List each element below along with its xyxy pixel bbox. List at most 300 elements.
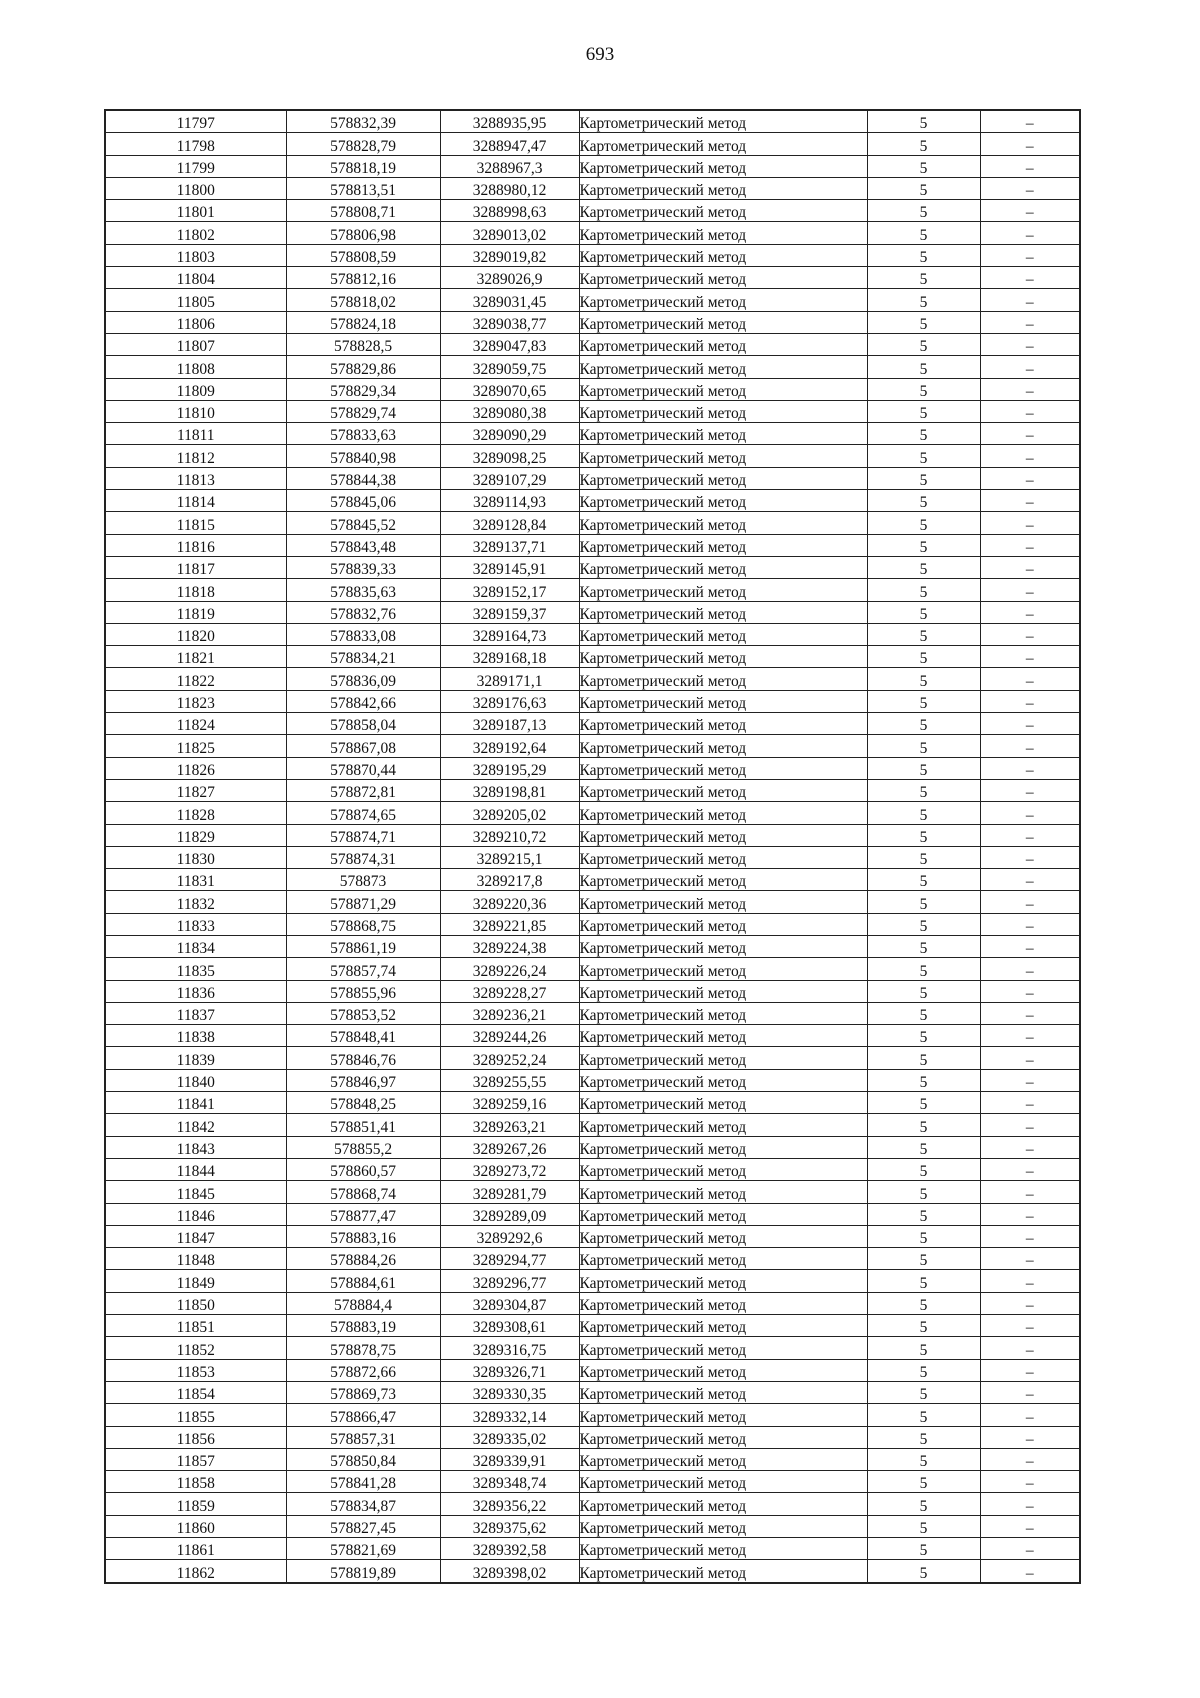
- note-cell: –: [980, 690, 1080, 712]
- point-number-cell: 11825: [105, 735, 286, 757]
- table-row: [105, 177, 1080, 199]
- x-coordinate-cell: 578836,09: [286, 668, 440, 690]
- x-coordinate-cell: 578855,2: [286, 1136, 440, 1158]
- y-coordinate-cell: 3288967,3: [440, 155, 579, 177]
- note-cell: –: [980, 779, 1080, 801]
- point-number-cell: 11838: [105, 1025, 286, 1047]
- y-coordinate-cell: 3289171,1: [440, 668, 579, 690]
- note-cell: –: [980, 1136, 1080, 1158]
- x-coordinate-cell: 578841,28: [286, 1471, 440, 1493]
- x-coordinate-cell: 578850,84: [286, 1448, 440, 1470]
- method-cell: Картометрический метод: [579, 267, 867, 289]
- method-cell: Картометрический метод: [579, 579, 867, 601]
- accuracy-cell: 5: [867, 824, 980, 846]
- point-number-cell: 11807: [105, 333, 286, 355]
- accuracy-cell: 5: [867, 1515, 980, 1537]
- note-cell: –: [980, 1047, 1080, 1069]
- table-row: [105, 713, 1080, 735]
- y-coordinate-cell: 3289164,73: [440, 623, 579, 645]
- accuracy-cell: 5: [867, 735, 980, 757]
- x-coordinate-cell: 578873: [286, 869, 440, 891]
- y-coordinate-cell: 3289080,38: [440, 400, 579, 422]
- point-number-cell: 11833: [105, 913, 286, 935]
- y-coordinate-cell: 3289019,82: [440, 244, 579, 266]
- table-row: [105, 668, 1080, 690]
- x-coordinate-cell: 578806,98: [286, 222, 440, 244]
- x-coordinate-cell: 578846,97: [286, 1069, 440, 1091]
- note-cell: –: [980, 1515, 1080, 1537]
- note-cell: –: [980, 333, 1080, 355]
- point-number-cell: 11847: [105, 1225, 286, 1247]
- table-row: [105, 958, 1080, 980]
- note-cell: –: [980, 1114, 1080, 1136]
- note-cell: –: [980, 289, 1080, 311]
- table-row: [105, 846, 1080, 868]
- method-cell: Картометрический метод: [579, 869, 867, 891]
- y-coordinate-cell: 3289137,71: [440, 534, 579, 556]
- table-row: [105, 556, 1080, 578]
- method-cell: Картометрический метод: [579, 1270, 867, 1292]
- method-cell: Картометрический метод: [579, 757, 867, 779]
- y-coordinate-cell: 3289263,21: [440, 1114, 579, 1136]
- note-cell: –: [980, 980, 1080, 1002]
- x-coordinate-cell: 578848,41: [286, 1025, 440, 1047]
- note-cell: –: [980, 445, 1080, 467]
- x-coordinate-cell: 578883,16: [286, 1225, 440, 1247]
- table-row: [105, 1025, 1080, 1047]
- accuracy-cell: 5: [867, 200, 980, 222]
- y-coordinate-cell: 3288947,47: [440, 133, 579, 155]
- coordinates-table: [104, 109, 1081, 1584]
- table-row: [105, 1493, 1080, 1515]
- y-coordinate-cell: 3289031,45: [440, 289, 579, 311]
- x-coordinate-cell: 578832,76: [286, 601, 440, 623]
- method-cell: Картометрический метод: [579, 177, 867, 199]
- method-cell: Картометрический метод: [579, 534, 867, 556]
- point-number-cell: 11848: [105, 1248, 286, 1270]
- y-coordinate-cell: 3289259,16: [440, 1092, 579, 1114]
- note-cell: –: [980, 1404, 1080, 1426]
- table-row: [105, 445, 1080, 467]
- y-coordinate-cell: 3289308,61: [440, 1315, 579, 1337]
- x-coordinate-cell: 578819,89: [286, 1560, 440, 1583]
- method-cell: Картометрический метод: [579, 690, 867, 712]
- method-cell: Картометрический метод: [579, 490, 867, 512]
- point-number-cell: 11839: [105, 1047, 286, 1069]
- y-coordinate-cell: 3289226,24: [440, 958, 579, 980]
- table-row: [105, 891, 1080, 913]
- method-cell: Картометрический метод: [579, 1092, 867, 1114]
- y-coordinate-cell: 3289289,09: [440, 1203, 579, 1225]
- x-coordinate-cell: 578874,65: [286, 802, 440, 824]
- method-cell: Картометрический метод: [579, 423, 867, 445]
- note-cell: –: [980, 155, 1080, 177]
- table-row: [105, 467, 1080, 489]
- table-row: [105, 1248, 1080, 1270]
- method-cell: Картометрический метод: [579, 1158, 867, 1180]
- note-cell: –: [980, 311, 1080, 333]
- point-number-cell: 11855: [105, 1404, 286, 1426]
- point-number-cell: 11813: [105, 467, 286, 489]
- x-coordinate-cell: 578842,66: [286, 690, 440, 712]
- point-number-cell: 11822: [105, 668, 286, 690]
- accuracy-cell: 5: [867, 445, 980, 467]
- y-coordinate-cell: 3289098,25: [440, 445, 579, 467]
- y-coordinate-cell: 3289236,21: [440, 1002, 579, 1024]
- x-coordinate-cell: 578828,5: [286, 333, 440, 355]
- x-coordinate-cell: 578855,96: [286, 980, 440, 1002]
- table-row: [105, 980, 1080, 1002]
- accuracy-cell: 5: [867, 1270, 980, 1292]
- y-coordinate-cell: 3288998,63: [440, 200, 579, 222]
- note-cell: –: [980, 824, 1080, 846]
- note-cell: –: [980, 490, 1080, 512]
- note-cell: –: [980, 467, 1080, 489]
- accuracy-cell: 5: [867, 356, 980, 378]
- accuracy-cell: 5: [867, 177, 980, 199]
- y-coordinate-cell: 3289244,26: [440, 1025, 579, 1047]
- note-cell: –: [980, 1158, 1080, 1180]
- point-number-cell: 11799: [105, 155, 286, 177]
- y-coordinate-cell: 3289375,62: [440, 1515, 579, 1537]
- table-row: [105, 601, 1080, 623]
- table-row: [105, 311, 1080, 333]
- note-cell: –: [980, 869, 1080, 891]
- accuracy-cell: 5: [867, 1114, 980, 1136]
- x-coordinate-cell: 578834,21: [286, 646, 440, 668]
- point-number-cell: 11857: [105, 1448, 286, 1470]
- point-number-cell: 11816: [105, 534, 286, 556]
- method-cell: Картометрический метод: [579, 1136, 867, 1158]
- x-coordinate-cell: 578848,25: [286, 1092, 440, 1114]
- x-coordinate-cell: 578813,51: [286, 177, 440, 199]
- x-coordinate-cell: 578861,19: [286, 935, 440, 957]
- table-body: [105, 110, 1080, 1583]
- accuracy-cell: 5: [867, 913, 980, 935]
- point-number-cell: 11803: [105, 244, 286, 266]
- x-coordinate-cell: 578853,52: [286, 1002, 440, 1024]
- point-number-cell: 11830: [105, 846, 286, 868]
- accuracy-cell: 5: [867, 1538, 980, 1560]
- note-cell: –: [980, 400, 1080, 422]
- accuracy-cell: 5: [867, 757, 980, 779]
- method-cell: Картометрический метод: [579, 1448, 867, 1470]
- table-row: [105, 1560, 1080, 1583]
- x-coordinate-cell: 578883,19: [286, 1315, 440, 1337]
- y-coordinate-cell: 3289047,83: [440, 333, 579, 355]
- y-coordinate-cell: 3289267,26: [440, 1136, 579, 1158]
- method-cell: Картометрический метод: [579, 356, 867, 378]
- table-row: [105, 1426, 1080, 1448]
- accuracy-cell: 5: [867, 1493, 980, 1515]
- point-number-cell: 11797: [105, 110, 286, 133]
- method-cell: Картометрический метод: [579, 155, 867, 177]
- method-cell: Картометрический метод: [579, 623, 867, 645]
- table-row: [105, 1292, 1080, 1314]
- method-cell: Картометрический метод: [579, 1560, 867, 1583]
- note-cell: –: [980, 1471, 1080, 1493]
- x-coordinate-cell: 578808,59: [286, 244, 440, 266]
- accuracy-cell: 5: [867, 646, 980, 668]
- method-cell: Картометрический метод: [579, 244, 867, 266]
- accuracy-cell: 5: [867, 1092, 980, 1114]
- note-cell: –: [980, 110, 1080, 133]
- table-row: [105, 512, 1080, 534]
- x-coordinate-cell: 578871,29: [286, 891, 440, 913]
- table-row: [105, 200, 1080, 222]
- point-number-cell: 11818: [105, 579, 286, 601]
- accuracy-cell: 5: [867, 423, 980, 445]
- point-number-cell: 11819: [105, 601, 286, 623]
- y-coordinate-cell: 3289273,72: [440, 1158, 579, 1180]
- point-number-cell: 11802: [105, 222, 286, 244]
- accuracy-cell: 5: [867, 601, 980, 623]
- method-cell: Картометрический метод: [579, 1493, 867, 1515]
- method-cell: Картометрический метод: [579, 467, 867, 489]
- accuracy-cell: 5: [867, 1047, 980, 1069]
- accuracy-cell: 5: [867, 289, 980, 311]
- accuracy-cell: 5: [867, 668, 980, 690]
- note-cell: –: [980, 958, 1080, 980]
- point-number-cell: 11861: [105, 1538, 286, 1560]
- note-cell: –: [980, 222, 1080, 244]
- x-coordinate-cell: 578845,52: [286, 512, 440, 534]
- x-coordinate-cell: 578828,79: [286, 133, 440, 155]
- table-row: [105, 1002, 1080, 1024]
- method-cell: Картометрический метод: [579, 1404, 867, 1426]
- x-coordinate-cell: 578869,73: [286, 1381, 440, 1403]
- x-coordinate-cell: 578874,71: [286, 824, 440, 846]
- point-number-cell: 11835: [105, 958, 286, 980]
- table-row: [105, 155, 1080, 177]
- point-number-cell: 11846: [105, 1203, 286, 1225]
- table-row: [105, 1225, 1080, 1247]
- note-cell: –: [980, 1092, 1080, 1114]
- y-coordinate-cell: 3289176,63: [440, 690, 579, 712]
- accuracy-cell: 5: [867, 155, 980, 177]
- accuracy-cell: 5: [867, 110, 980, 133]
- y-coordinate-cell: 3289038,77: [440, 311, 579, 333]
- method-cell: Картометрический метод: [579, 1381, 867, 1403]
- y-coordinate-cell: 3289356,22: [440, 1493, 579, 1515]
- point-number-cell: 11860: [105, 1515, 286, 1537]
- y-coordinate-cell: 3289292,6: [440, 1225, 579, 1247]
- method-cell: Картометрический метод: [579, 378, 867, 400]
- point-number-cell: 11850: [105, 1292, 286, 1314]
- point-number-cell: 11862: [105, 1560, 286, 1583]
- method-cell: Картометрический метод: [579, 913, 867, 935]
- table-row: [105, 646, 1080, 668]
- point-number-cell: 11856: [105, 1426, 286, 1448]
- x-coordinate-cell: 578874,31: [286, 846, 440, 868]
- method-cell: Картометрический метод: [579, 1047, 867, 1069]
- note-cell: –: [980, 177, 1080, 199]
- accuracy-cell: 5: [867, 333, 980, 355]
- x-coordinate-cell: 578829,86: [286, 356, 440, 378]
- y-coordinate-cell: 3289059,75: [440, 356, 579, 378]
- method-cell: Картометрический метод: [579, 779, 867, 801]
- table-row: [105, 869, 1080, 891]
- method-cell: Картометрический метод: [579, 200, 867, 222]
- point-number-cell: 11812: [105, 445, 286, 467]
- method-cell: Картометрический метод: [579, 1337, 867, 1359]
- table-row: [105, 802, 1080, 824]
- point-number-cell: 11840: [105, 1069, 286, 1091]
- x-coordinate-cell: 578846,76: [286, 1047, 440, 1069]
- accuracy-cell: 5: [867, 1002, 980, 1024]
- accuracy-cell: 5: [867, 779, 980, 801]
- table-row: [105, 222, 1080, 244]
- method-cell: Картометрический метод: [579, 735, 867, 757]
- accuracy-cell: 5: [867, 1315, 980, 1337]
- note-cell: –: [980, 646, 1080, 668]
- accuracy-cell: 5: [867, 1158, 980, 1180]
- accuracy-cell: 5: [867, 1025, 980, 1047]
- y-coordinate-cell: 3289255,55: [440, 1069, 579, 1091]
- x-coordinate-cell: 578851,41: [286, 1114, 440, 1136]
- y-coordinate-cell: 3289107,29: [440, 467, 579, 489]
- note-cell: –: [980, 267, 1080, 289]
- accuracy-cell: 5: [867, 1426, 980, 1448]
- page-number: 693: [585, 44, 615, 65]
- y-coordinate-cell: 3289013,02: [440, 222, 579, 244]
- method-cell: Картометрический метод: [579, 668, 867, 690]
- accuracy-cell: 5: [867, 512, 980, 534]
- table-row: [105, 110, 1080, 133]
- x-coordinate-cell: 578857,31: [286, 1426, 440, 1448]
- accuracy-cell: 5: [867, 378, 980, 400]
- y-coordinate-cell: 3289192,64: [440, 735, 579, 757]
- method-cell: Картометрический метод: [579, 289, 867, 311]
- method-cell: Картометрический метод: [579, 110, 867, 133]
- point-number-cell: 11837: [105, 1002, 286, 1024]
- method-cell: Картометрический метод: [579, 1315, 867, 1337]
- point-number-cell: 11844: [105, 1158, 286, 1180]
- point-number-cell: 11843: [105, 1136, 286, 1158]
- x-coordinate-cell: 578884,26: [286, 1248, 440, 1270]
- x-coordinate-cell: 578860,57: [286, 1158, 440, 1180]
- y-coordinate-cell: 3289294,77: [440, 1248, 579, 1270]
- accuracy-cell: 5: [867, 935, 980, 957]
- note-cell: –: [980, 534, 1080, 556]
- table-row: [105, 1404, 1080, 1426]
- y-coordinate-cell: 3289210,72: [440, 824, 579, 846]
- point-number-cell: 11801: [105, 200, 286, 222]
- y-coordinate-cell: 3289195,29: [440, 757, 579, 779]
- note-cell: –: [980, 1225, 1080, 1247]
- method-cell: Картометрический метод: [579, 333, 867, 355]
- method-cell: Картометрический метод: [579, 802, 867, 824]
- y-coordinate-cell: 3289145,91: [440, 556, 579, 578]
- table-row: [105, 623, 1080, 645]
- method-cell: Картометрический метод: [579, 400, 867, 422]
- y-coordinate-cell: 3289392,58: [440, 1538, 579, 1560]
- note-cell: –: [980, 1315, 1080, 1337]
- point-number-cell: 11851: [105, 1315, 286, 1337]
- accuracy-cell: 5: [867, 490, 980, 512]
- accuracy-cell: 5: [867, 980, 980, 1002]
- y-coordinate-cell: 3289159,37: [440, 601, 579, 623]
- table-row: [105, 1471, 1080, 1493]
- note-cell: –: [980, 1181, 1080, 1203]
- method-cell: Картометрический метод: [579, 1471, 867, 1493]
- table-row: [105, 1136, 1080, 1158]
- accuracy-cell: 5: [867, 1069, 980, 1091]
- note-cell: –: [980, 200, 1080, 222]
- method-cell: Картометрический метод: [579, 512, 867, 534]
- table-row: [105, 1359, 1080, 1381]
- note-cell: –: [980, 1337, 1080, 1359]
- method-cell: Картометрический метод: [579, 1002, 867, 1024]
- note-cell: –: [980, 1270, 1080, 1292]
- x-coordinate-cell: 578857,74: [286, 958, 440, 980]
- table-row: [105, 913, 1080, 935]
- x-coordinate-cell: 578829,34: [286, 378, 440, 400]
- method-cell: Картометрический метод: [579, 1025, 867, 1047]
- accuracy-cell: 5: [867, 222, 980, 244]
- x-coordinate-cell: 578818,19: [286, 155, 440, 177]
- point-number-cell: 11832: [105, 891, 286, 913]
- y-coordinate-cell: 3289070,65: [440, 378, 579, 400]
- x-coordinate-cell: 578829,74: [286, 400, 440, 422]
- point-number-cell: 11824: [105, 713, 286, 735]
- table-row: [105, 378, 1080, 400]
- y-coordinate-cell: 3289228,27: [440, 980, 579, 1002]
- x-coordinate-cell: 578858,04: [286, 713, 440, 735]
- table-row: [105, 1114, 1080, 1136]
- method-cell: Картометрический метод: [579, 891, 867, 913]
- point-number-cell: 11808: [105, 356, 286, 378]
- accuracy-cell: 5: [867, 1404, 980, 1426]
- x-coordinate-cell: 578835,63: [286, 579, 440, 601]
- point-number-cell: 11853: [105, 1359, 286, 1381]
- x-coordinate-cell: 578827,45: [286, 1515, 440, 1537]
- point-number-cell: 11852: [105, 1337, 286, 1359]
- point-number-cell: 11841: [105, 1092, 286, 1114]
- note-cell: –: [980, 891, 1080, 913]
- method-cell: Картометрический метод: [579, 935, 867, 957]
- point-number-cell: 11849: [105, 1270, 286, 1292]
- accuracy-cell: 5: [867, 802, 980, 824]
- method-cell: Картометрический метод: [579, 222, 867, 244]
- table-row: [105, 1069, 1080, 1091]
- note-cell: –: [980, 1292, 1080, 1314]
- note-cell: –: [980, 1381, 1080, 1403]
- table-row: [105, 690, 1080, 712]
- accuracy-cell: 5: [867, 579, 980, 601]
- y-coordinate-cell: 3289398,02: [440, 1560, 579, 1583]
- y-coordinate-cell: 3289332,14: [440, 1404, 579, 1426]
- accuracy-cell: 5: [867, 400, 980, 422]
- method-cell: Картометрический метод: [579, 133, 867, 155]
- y-coordinate-cell: 3288935,95: [440, 110, 579, 133]
- method-cell: Картометрический метод: [579, 1426, 867, 1448]
- accuracy-cell: 5: [867, 1136, 980, 1158]
- note-cell: –: [980, 1069, 1080, 1091]
- point-number-cell: 11806: [105, 311, 286, 333]
- y-coordinate-cell: 3289281,79: [440, 1181, 579, 1203]
- note-cell: –: [980, 846, 1080, 868]
- y-coordinate-cell: 3289217,8: [440, 869, 579, 891]
- method-cell: Картометрический метод: [579, 556, 867, 578]
- x-coordinate-cell: 578844,38: [286, 467, 440, 489]
- point-number-cell: 11834: [105, 935, 286, 957]
- table-row: [105, 534, 1080, 556]
- table-row: [105, 1181, 1080, 1203]
- method-cell: Картометрический метод: [579, 445, 867, 467]
- table-row: [105, 824, 1080, 846]
- y-coordinate-cell: 3289335,02: [440, 1426, 579, 1448]
